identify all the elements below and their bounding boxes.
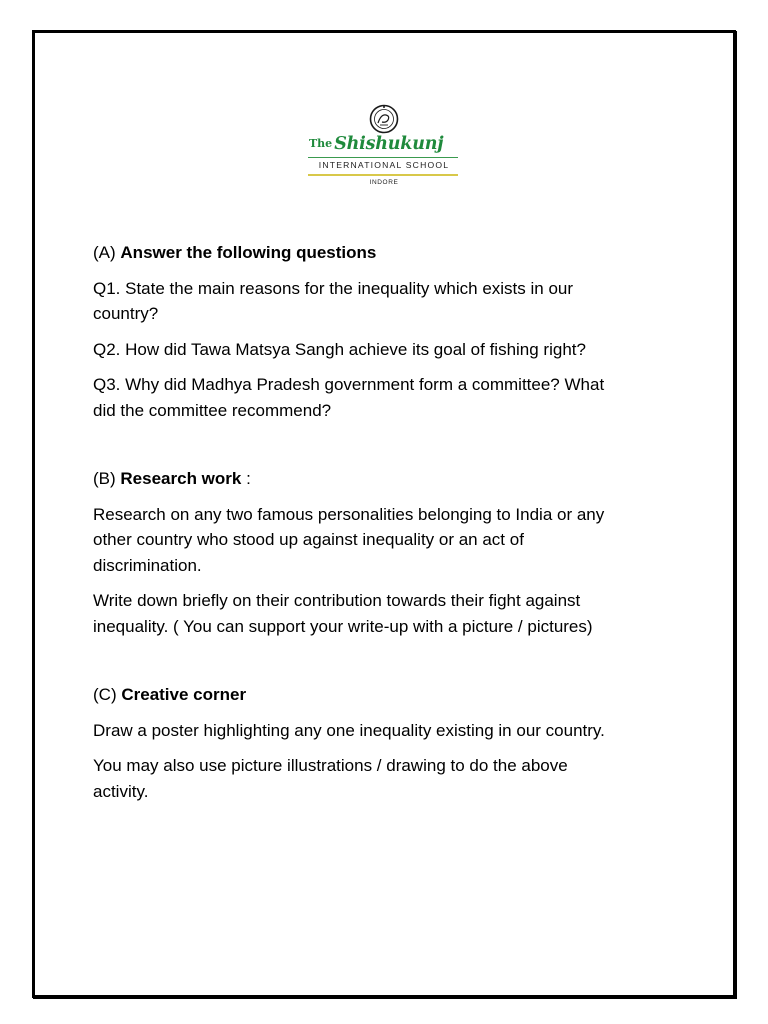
question-3-line-2: did the committee recommend? (93, 400, 332, 420)
section-b-heading (93, 466, 683, 492)
research-paragraph-1 (93, 502, 683, 579)
research-p2-line-2: inequality. ( You can support your write-up with a picture / pictures) (93, 616, 593, 636)
school-emblem-icon (300, 104, 468, 134)
section-a-title: Answer the following questions (120, 243, 377, 262)
wordmark-the: The (309, 137, 333, 150)
section-a-heading (93, 240, 683, 266)
section-a-prefix: (A) (93, 243, 116, 262)
school-city: INDORE (369, 179, 399, 186)
creative-p2-line-2: activity. (93, 781, 149, 801)
creative-paragraph-1: Draw a poster highlighting any one inequality existing in our country. (93, 720, 605, 740)
wordmark-name: Shishukunj (334, 134, 444, 154)
section-c-title: Creative corner (121, 685, 247, 704)
logo-rule-green (308, 157, 458, 158)
section-c-heading (93, 682, 683, 708)
research-paragraph-2 (93, 588, 683, 639)
research-p1-line-3: discrimination. (93, 555, 202, 575)
logo-rule-yellow (308, 174, 458, 176)
question-1-line-2: country? (93, 304, 159, 323)
question-2: Q2. How did Tawa Matsya Sangh achieve its goal of fishing right? (93, 339, 586, 359)
creative-paragraph-2 (93, 753, 683, 804)
question-1-line-1: Q1. State the main reasons for the inequality which exists in our (93, 278, 574, 298)
research-p1-line-1: Research on any two famous personalities belonging to India or any (93, 504, 605, 524)
school-subtitle: INTERNATIONAL SCHOOL (318, 160, 450, 170)
section-b-title: Research work (120, 469, 242, 488)
question-3-line-1: Q3. Why did Madhya Pradesh government form a committee? What (93, 375, 605, 394)
school-logo (300, 104, 468, 190)
worksheet-content (93, 240, 683, 804)
section-b-prefix: (B) (93, 469, 116, 488)
creative-p2-line-1: You may also use picture illustrations / drawing to do the above (93, 756, 568, 775)
section-c-prefix: (C) (93, 685, 117, 704)
research-p1-line-2: other country who stood up against inequality or an act of (93, 530, 524, 549)
question-3 (93, 372, 683, 423)
section-b-suffix: : (241, 469, 251, 488)
question-1 (93, 276, 683, 327)
research-p2-line-1: Write down briefly on their contribution towards their fight against (93, 591, 581, 610)
